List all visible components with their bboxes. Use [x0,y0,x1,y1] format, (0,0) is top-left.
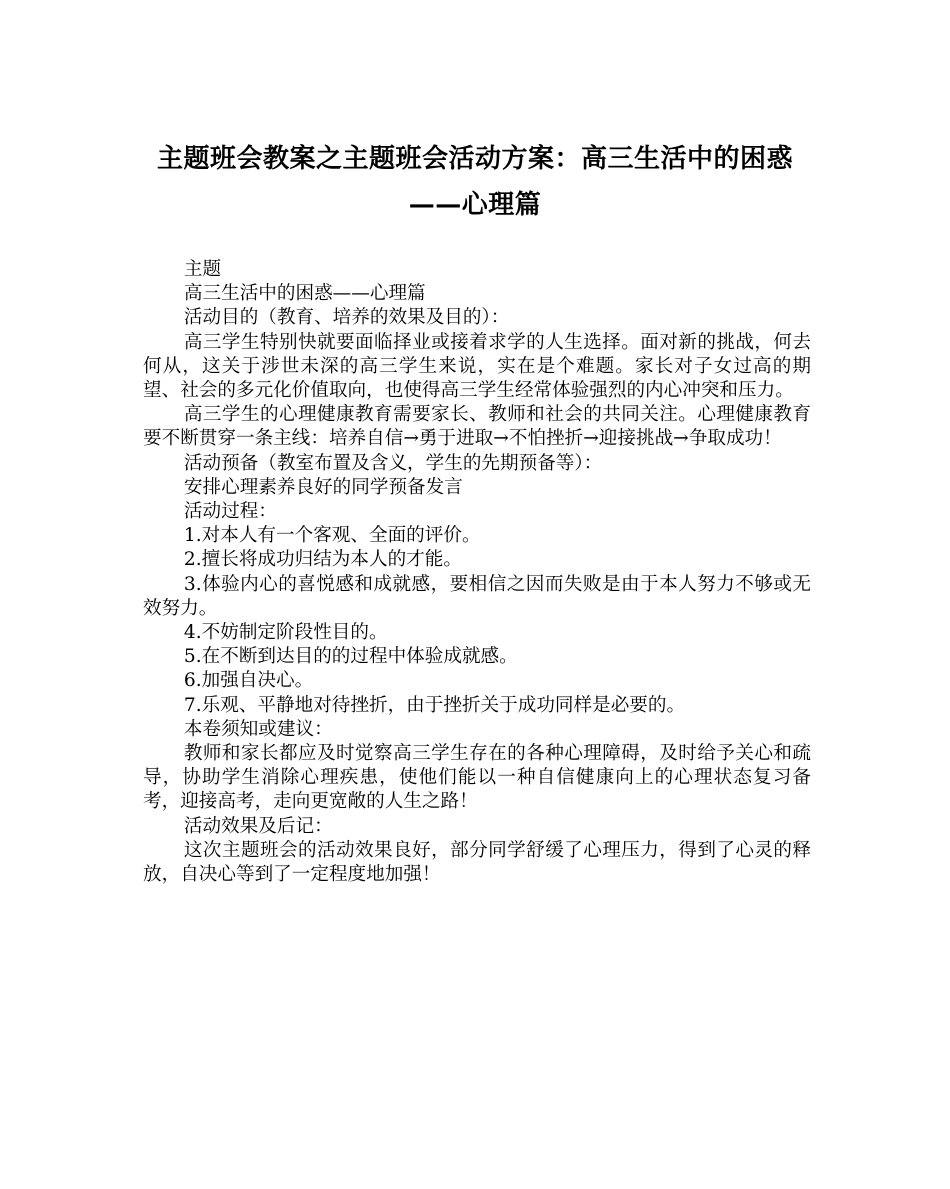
paragraph-topic-label: 主题 [183,259,222,280]
paragraph-preparation: 安排心理素养良好的同学预备发言 [183,476,463,498]
paragraph-purpose-heading: 活动目的（教育、培养的效果及目的）： [183,307,510,329]
paragraph-purpose-2: 高三学生的心理健康教育需要家长、教师和社会的共同关注。心理健康教育要不断贯穿一条主线：培养自信→勇于进取→不怕挫折→迎接挑战→争取成功！ [143,404,811,450]
paragraph-results: 这次主题班会的活动效果良好，部分同学舒缓了心理压力，得到了心灵的释放，自决心等到了一定程度地加强！ [143,839,811,886]
title-line-2: ——心理篇 [408,190,542,220]
document-body [143,258,811,887]
process-item-5: 5.在不断到达目的的过程中体验成就感。 [183,646,518,668]
process-item-3: 3.体验内心的喜悦感和成就感，要相信之因而失败是由于本人努力不够或无效努力。 [143,573,811,619]
process-item-7: 7.乐观、平静地对待挫折，由于挫折关于成功同样是必要的。 [183,694,686,716]
paragraph-process-heading: 活动过程： [183,501,277,523]
process-item-6: 6.加强自决心。 [183,670,314,692]
process-item-1: 1.对本人有一个客观、全面的评价。 [183,525,481,547]
document-title [100,136,850,228]
process-item-2: 2.擅长将成功归结为本人的才能。 [183,549,462,571]
paragraph-results-heading: 活动效果及后记： [183,815,333,837]
process-item-4: 4.不妨制定阶段性目的。 [183,622,388,644]
paragraph-preparation-heading: 活动预备（教室布置及含义，学生的先期预备等）： [183,452,603,474]
paragraph-purpose-1: 高三学生特别快就要面临择业或接着求学的人生选择。面对新的挑战，何去何从，这关于涉世未深的高三学生来说，实在是个难题。家长对子女过高的期望、社会的多元化价值取向，也使得高三学生经常体验强烈的内心冲突和压力。 [143,331,811,402]
title-line-1: 主题班会教案之主题班会活动方案：高三生活中的困惑 [156,144,793,174]
paragraph-topic: 高三生活中的困惑——心理篇 [183,283,426,305]
paragraph-notes: 教师和家长都应及时觉察高三学生存在的各种心理障碍，及时给予关心和疏导，协助学生消除心理疾患，使他们能以一种自信健康向上的心理状态复习备考，迎接高考，走向更宽敞的人生之路！ [143,743,811,813]
paragraph-notes-heading: 本卷须知或建议： [183,718,333,740]
